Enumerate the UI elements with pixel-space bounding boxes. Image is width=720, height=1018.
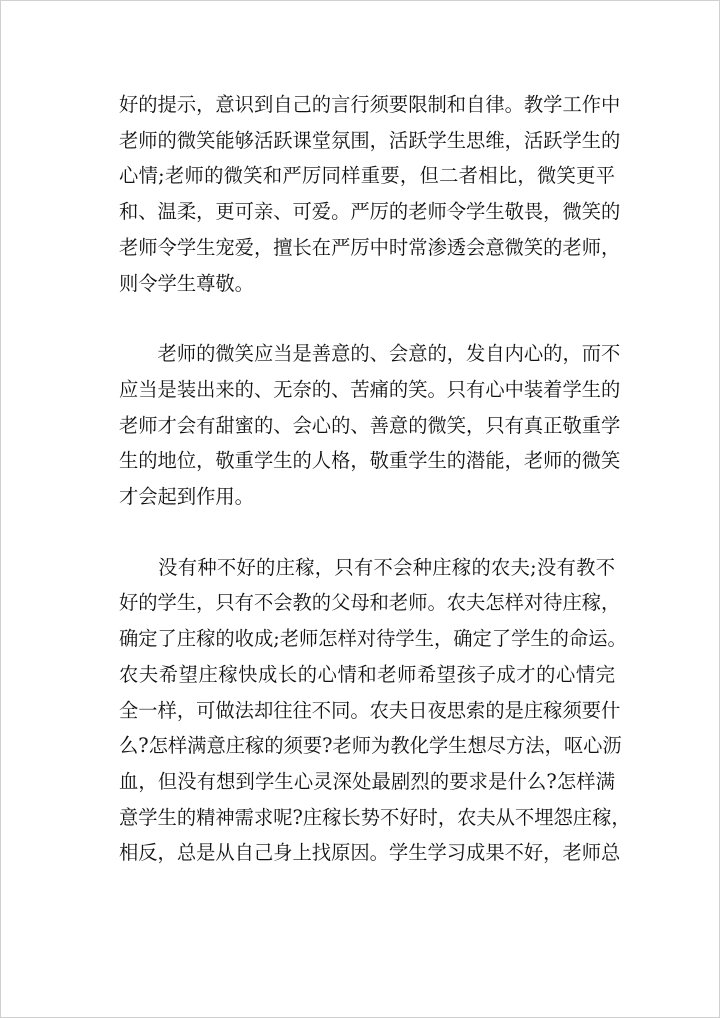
text-line: 老师的微笑能够活跃课堂氛围，活跃学生思维，活跃学生的 <box>119 128 621 152</box>
text-line: 没有种不好的庄稼，只有不会种庄稼的农夫;没有教不 <box>119 555 615 579</box>
text-line: 好的学生，只有不会教的父母和老师。农夫怎样对待庄稼， <box>119 591 621 615</box>
text-line: 确定了庄稼的收成;老师怎样对待学生，确定了学生的命运。 <box>119 627 627 651</box>
text-line: 和、温柔，更可亲、可爱。严厉的老师令学生敬畏，微笑的 <box>119 200 621 224</box>
text-line: 才会起到作用。 <box>119 485 254 509</box>
text-line: 老师令学生宠爱，擅长在严厉中时常渗透会意微笑的老师， <box>119 235 621 259</box>
paragraph-1 <box>119 87 621 301</box>
text-line: 心情;老师的微笑和严厉同样重要，但二者相比，微笑更平 <box>119 164 615 188</box>
text-line: 全一样，可做法却往往不同。农夫日夜思索的是庄稼须要什 <box>119 698 621 722</box>
text-line: 农夫希望庄稼快成长的心情和老师希望孩子成才的心情完 <box>119 662 615 686</box>
text-line: 老师才会有甜蜜的、会心的、善意的微笑，只有真正敬重学 <box>119 413 621 437</box>
paragraph-3 <box>119 550 631 871</box>
document-body <box>119 87 631 871</box>
text-line: 生的地位，敬重学生的人格，敬重学生的潜能，老师的微笑 <box>119 449 621 473</box>
text-line: 应当是装出来的、无奈的、苦痛的笑。只有心中装着学生的 <box>119 377 621 401</box>
text-line: 相反，总是从自己身上找原因。学生学习成果不好，老师总 <box>119 841 621 865</box>
text-line: 老师的微笑应当是善意的、会意的，发自内心的，而不 <box>119 342 621 366</box>
text-line: 血，但没有想到学生心灵深处最剧烈的要求是什么?怎样满 <box>119 769 615 793</box>
text-line: 意学生的精神需求呢?庄稼长势不好时，农夫从不埋怨庄稼， <box>119 805 631 829</box>
paragraph-2 <box>119 336 621 515</box>
text-line: 好的提示，意识到自己的言行须要限制和自律。教学工作中 <box>119 93 621 116</box>
text-line: 则令学生尊敬。 <box>119 271 254 295</box>
text-line: 么?怎样满意庄稼的须要?老师为教化学生想尽方法，呕心沥 <box>119 734 622 758</box>
